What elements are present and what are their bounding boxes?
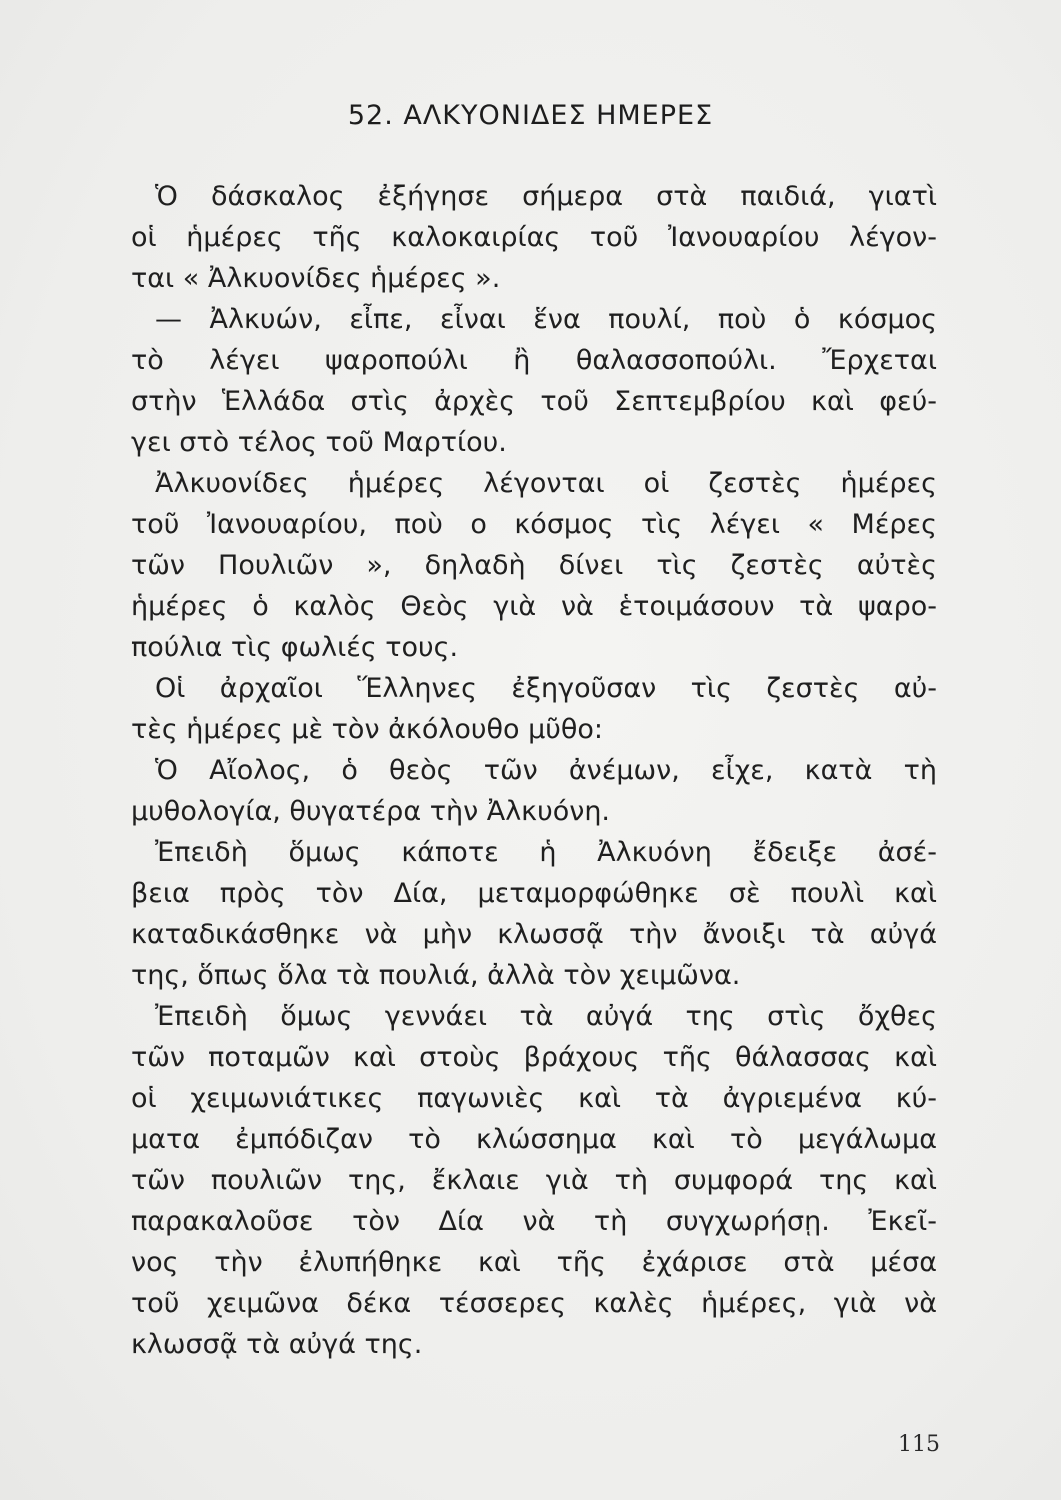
text-line: — Ἀλκυών, εἶπε, εἶναι ἕνα πουλί, ποὺ ὁ κόσμος [155, 304, 937, 335]
text-line: Οἱ ἀρχαῖοι Ἕλληνες ἐξηγοῦσαν τὶς ζεστὲς αὐ- [155, 673, 937, 704]
text-line: νος τὴν ἐλυπήθηκε καὶ τῆς ἐχάρισε στὰ μέσα [131, 1247, 937, 1278]
text-line: τὸ λέγει ψαροπούλι ἢ θαλασσοπούλι. Ἔρχεται [131, 345, 937, 376]
text-line: πούλια τὶς φωλιές τους. [131, 632, 459, 663]
text-line: στὴν Ἑλλάδα στὶς ἀρχὲς τοῦ Σεπτεμβρίου καὶ φεύ- [131, 386, 937, 417]
text-line: τῶν ποταμῶν καὶ στοὺς βράχους τῆς θάλασσας καὶ [131, 1042, 937, 1073]
text-line: μυθολογία, θυγατέρα τὴν Ἀλκυόνη. [131, 796, 611, 827]
text-line: οἱ χειμωνιάτικες παγωνιὲς καὶ τὰ ἀγριεμένα κύ- [131, 1083, 937, 1114]
text-line: παρακαλοῦσε τὸν Δία νὰ τὴ συγχωρήσῃ. Ἐκεῖ- [131, 1206, 937, 1237]
text-line: οἱ ἡμέρες τῆς καλοκαιρίας τοῦ Ἰανουαρίου λέγον- [131, 222, 937, 253]
text-line: τῶν πουλιῶν της, ἔκλαιε γιὰ τὴ συμφορά της καὶ [131, 1165, 937, 1196]
text-line: Ὁ δάσκαλος ἐξήγησε σήμερα στὰ παιδιά, γιατὶ [155, 181, 937, 212]
text-line: βεια πρὸς τὸν Δία, μεταμορφώθηκε σὲ πουλὶ καὶ [131, 878, 937, 909]
text-line: τοῦ χειμῶνα δέκα τέσσερες καλὲς ἡμέρες, γιὰ νὰ [131, 1288, 937, 1319]
text-line: Ὁ Αἴολος, ὁ θεὸς τῶν ἀνέμων, εἶχε, κατὰ τὴ [155, 755, 937, 786]
text-line: ἡμέρες ὁ καλὸς Θεὸς γιὰ νὰ ἑτοιμάσουν τὰ ψαρο- [131, 591, 937, 622]
text-line: Ἐπειδὴ ὅμως γεννάει τὰ αὐγά της στὶς ὄχθες [155, 1001, 937, 1032]
text-line: κλωσσᾷ τὰ αὐγά της. [131, 1329, 423, 1360]
text-line: Ἐπειδὴ ὅμως κάποτε ἡ Ἀλκυόνη ἔδειξε ἀσέ- [155, 837, 937, 868]
text-line: τοῦ Ἰανουαρίου, ποὺ ο κόσμος τὶς λέγει « Μέρες [131, 509, 937, 540]
text-line: καταδικάσθηκε νὰ μὴν κλωσσᾷ τὴν ἄνοιξι τὰ αὐγά [131, 919, 937, 950]
chapter-title: 52. ΑΛΚΥΟΝΙΔΕΣ ΗΜΕΡΕΣ [347, 100, 714, 131]
text-line: ται « Ἀλκυονίδες ἡμέρες ». [131, 263, 501, 294]
page-number: 115 [898, 1432, 940, 1457]
text-line: γει στὸ τέλος τοῦ Μαρτίου. [131, 427, 507, 458]
chapter-body [131, 176, 937, 1365]
text-line: Ἀλκυονίδες ἡμέρες λέγονται οἱ ζεστὲς ἡμέρες [155, 468, 937, 499]
text-line: ματα ἐμπόδιζαν τὸ κλώσσημα καὶ τὸ μεγάλωμα [131, 1124, 937, 1155]
text-line: τῶν Πουλιῶν », δηλαδὴ δίνει τὶς ζεστὲς αὐτὲς [131, 550, 937, 581]
text-line: τὲς ἡμέρες μὲ τὸν ἀκόλουθο μῦθο: [131, 714, 604, 745]
text-line: της, ὅπως ὅλα τὰ πουλιά, ἀλλὰ τὸν χειμῶνα. [131, 960, 741, 991]
